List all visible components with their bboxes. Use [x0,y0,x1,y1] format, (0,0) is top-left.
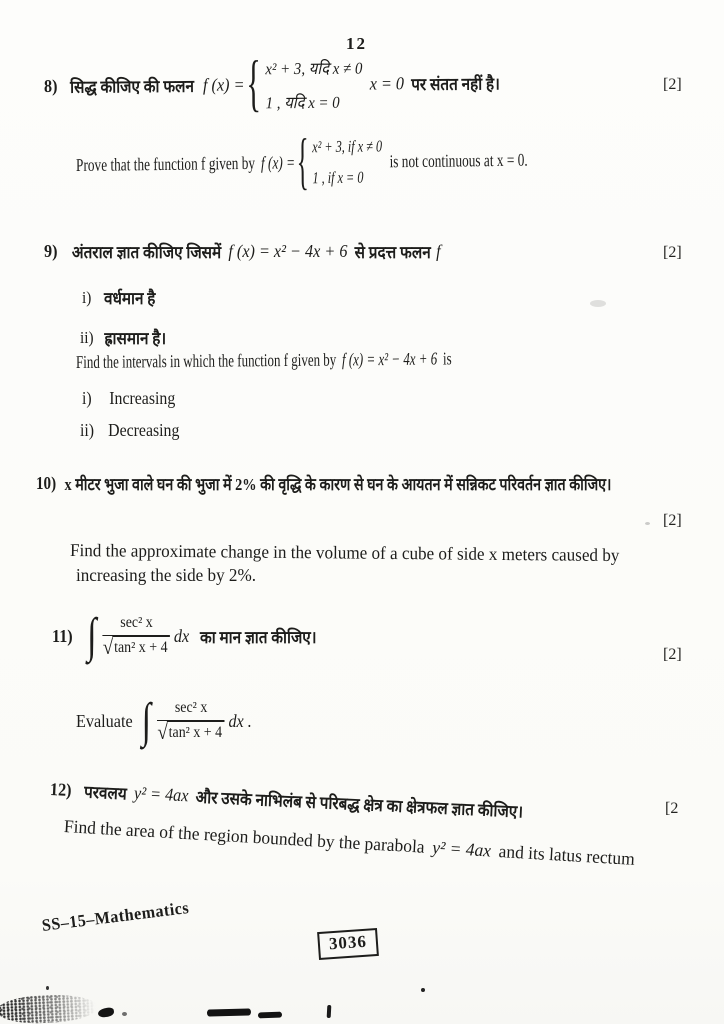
q9-item-ii-label: ii) [80,420,95,440]
q11-english-fraction-denominator [157,722,224,743]
q11-number: 11) [52,625,73,646]
q8-english-case1: x² + 3, if x ≠ 0 [312,136,383,157]
q8-english-lead: Prove that the function f given by [75,152,256,175]
q8-piecewise [246,49,363,119]
q11-marks: [2] [663,646,682,663]
q12-english-tail: and its latus rectum [498,841,636,869]
q12-number: 12) [49,779,73,800]
scan-artifact-tick [327,1005,332,1018]
piecewise-brace: { [246,49,262,119]
q11-fraction-numerator: sec² x [103,614,170,636]
q8-hindi-tail: पर संतत नहीं है। [411,74,500,95]
radical-sign: √ [157,720,168,744]
integral-sign: ∫ [87,609,97,663]
q9-item-ii-hindi [80,326,166,349]
q9-item-i-hindi [82,286,155,309]
q8-english-function-lhs: f (x) = [260,152,296,173]
q10-marks: [2] [663,512,682,529]
q9-item-i-label: i) [82,388,92,408]
q8-english-tail: is not continuous at x = 0. [389,149,528,172]
q9-hindi-tail: से प्रदत्त फलन [354,243,431,262]
q10-english-text1: Find the approximate change in the volume of a cube of side x meters caused by [69,540,620,566]
q12-hindi-line [49,778,523,822]
q12-hindi-math: y² = 4ax [133,782,189,806]
scan-artifact-dot [122,1012,127,1016]
q9-item-i-english-text: Increasing [109,388,176,408]
q9-item-i-text: वर्धमान है [103,289,156,308]
q9-item-ii-label: ii) [80,327,94,347]
q8-hindi-case2: 1 , यदि x = 0 [265,92,340,113]
q8-english-case2: 1 , if x = 0 [312,167,364,188]
scan-artifact-dash [258,1012,282,1019]
q9-english-line [76,348,452,373]
q9-item-i-english [82,388,175,409]
q12-hindi-lead: परवलय [83,782,128,804]
q11-english-line [76,686,252,756]
q11-hindi-tail: का मान ज्ञात कीजिए। [199,627,317,647]
q11-english-radicand: tan² x + 4 [167,721,225,741]
q8-hindi-tail-math: x = 0 [369,73,405,94]
q12-english-line [63,816,635,870]
q9-hindi-f: f [436,241,441,261]
q12-english-math: y² = 4ax [431,837,492,861]
q8-hindi-lead: सिद्ध कीजिए की फलन [70,76,195,97]
q11-dx: dx [173,625,190,646]
scan-artifact-faint-smear [590,300,606,307]
q10-english-line2 [76,565,256,586]
q10-english-text2: increasing the side by 2%. [76,565,256,585]
q9-item-ii-text: ह्रासमान है। [104,329,167,348]
q11-english-dx: dx . [228,710,252,731]
q12-hindi-tail: और उसके नाभिलंब से परिबद्ध क्षेत्र का क्षेत्रफल ज्ञात कीजिए। [195,787,524,822]
q10-english-line1 [70,540,620,566]
q10-number: 10) [36,473,57,493]
scan-artifact-speck [46,986,49,990]
q11-english-lead: Evaluate [76,710,133,731]
q9-hindi-lead: अंतराल ज्ञात कीजिए जिसमें [71,243,222,262]
q12-marks: [2 [665,800,679,817]
q9-item-ii-english [80,420,179,441]
piecewise-brace: { [296,127,309,197]
q11-english-fraction [157,699,224,743]
q9-marks: [2] [663,244,682,261]
q12-english-lead: Find the area of the region bounded by the parabola [63,816,426,857]
integral-sign: ∫ [141,694,152,748]
scan-artifact-smudge [0,992,99,1024]
q8-marks: [2] [663,76,682,93]
q8-english-cases [312,136,382,188]
q9-english-lead: Find the intervals in which the function f given by [75,349,337,372]
q9-english-math: f (x) = x² − 4x + 6 [341,348,438,370]
q9-number: 9) [44,241,58,261]
scan-artifact-dash [207,1008,251,1016]
q8-hindi-line [43,49,500,119]
q9-english-tail: is [442,348,452,369]
q8-cases [265,56,362,114]
q11-english-fraction-numerator: sec² x [157,699,224,721]
scan-artifact-blob [97,1007,114,1018]
footer-stamp-box: 3036 [317,928,379,960]
q8-number: 8) [43,75,58,96]
page-number: 12 [346,34,367,53]
q9-hindi-line [44,240,441,263]
q10-hindi-line [36,472,611,495]
q9-item-ii-english-text: Decreasing [108,420,180,440]
q10-hindi-text: x मीटर भुजा वाले घन की भुजा में 2% की वृद्धि के कारण से घन के आयतन में सन्निकट परिवर्तन ज्ञात कीजिए। [64,475,612,494]
q8-english-piecewise [296,127,383,197]
q8-function-lhs: f (x) = [202,74,245,95]
q11-hindi-line [52,602,317,670]
radical-sign: √ [102,635,114,659]
q8-english-line [75,127,528,197]
q9-item-i-label: i) [82,287,92,307]
scan-artifact-faint-dot [645,522,650,525]
q11-fraction [103,614,170,658]
q9-hindi-math: f (x) = x² − 4x + 6 [228,241,348,261]
q11-radicand: tan² x + 4 [112,636,170,656]
footer-paper-code: SS–15–Mathematics [40,898,191,935]
q11-fraction-denominator [103,637,170,658]
scan-artifact-speck [421,988,425,992]
q8-hindi-case1: x² + 3, यदि x ≠ 0 [265,58,363,79]
